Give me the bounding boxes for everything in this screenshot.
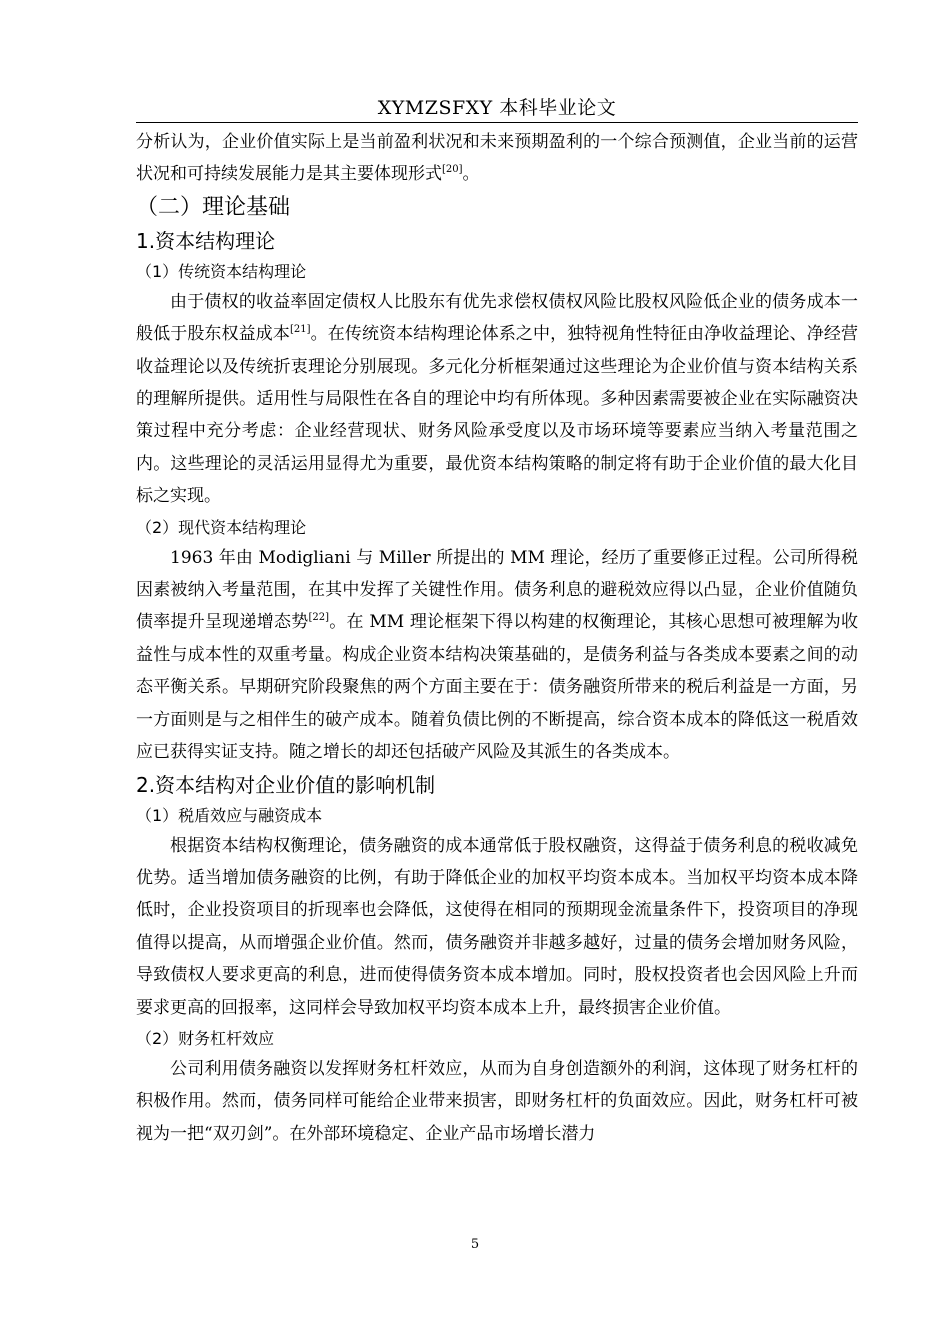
running-header: XYMZSFXY 本科毕业论文: [377, 97, 617, 119]
paragraph-continued: 分析认为，企业价值实际上是当前盈利状况和未来预期盈利的一个综合预测值，企业当前的运营状况和可持续发展能力是其主要体现形式[20]。: [136, 132, 858, 185]
body-text: [136, 126, 858, 1150]
paragraph: 1963 年由 Modigliani 与 Miller 所提出的 MM 理论，经历了重要修正过程。公司所得税因素被纳入考量范围，在其中发挥了关键性作用。债务利息的避税效应得以凸显，企业价值随负债率提升呈现递增态势[22]。在 MM 理论框架下得以构建的权衡理论，其核心思想可被理解为收益性与成本性的双重考量。构成企业资本结构决策基础的，是债务利益与各类成本要素之间的动态平衡关系。早期研究阶段聚焦的两个方面主要在于：债务融资所带来的税后利益是一方面，另一方面则是与之相伴生的破产成本。随着负债比例的不断提高，综合资本成本的降低这一税盾效应已获得实证支持。随之增长的却还包括破产风险及其派生的各类成本。: [136, 547, 859, 763]
subsubsection-heading: （1）税盾效应与融资成本: [136, 805, 323, 825]
citation-ref[interactable]: [21]: [289, 323, 311, 335]
subsection-heading: 1.资本结构理论: [136, 228, 276, 253]
paragraph: 根据资本结构权衡理论，债务融资的成本通常低于股权融资，这得益于债务利息的税收减免优势。适当增加债务融资的比例，有助于降低企业的加权平均资本成本。当加权平均资本成本降低时，企业投资项目的折现率也会降低，这使得在相同的预期现金流量条件下，投资项目的净现值得以提高，从而增强企业价值。然而，债务融资并非越多越好，过量的债务会增加财务风险，导致债权人要求更高的利息，进而使得债务资本成本增加。同时，股权投资者也会因风险上升而要求更高的回报率，这同样会导致加权平均资本成本上升，最终损害企业价值。: [136, 835, 858, 1018]
subsubsection-heading: （2）财务杠杆效应: [136, 1028, 275, 1048]
section-heading: （二）理论基础: [136, 194, 291, 220]
subsubsection-heading: （2）现代资本结构理论: [136, 517, 307, 537]
paragraph: 公司利用债务融资以发挥财务杠杆效应，从而为自身创造额外的利润，这体现了财务杠杆的积极作用。然而，债务同样可能给企业带来损害，即财务杠杆的负面效应。因此，财务杠杆可被视为一把“双刃剑”。在外部环境稳定、企业产品市场增长潜力: [136, 1058, 858, 1144]
citation-ref[interactable]: [22]: [308, 611, 329, 623]
subsubsection-heading: （1）传统资本结构理论: [136, 261, 307, 281]
header-divider: [136, 122, 858, 123]
page-number: 5: [470, 1237, 480, 1252]
citation-ref[interactable]: [20]: [442, 163, 463, 175]
subsection-heading: 2.资本结构对企业价值的影响机制: [136, 772, 436, 797]
paragraph: 由于债权的收益率固定债权人比股东有优先求偿权债权风险比股权风险低企业的债务成本一般低于股东权益成本[21]。在传统资本结构理论体系之中，独特视角性特征由净收益理论、净经营收益理论以及传统折衷理论分别展现。多元化分析框架通过这些理论为企业价值与资本结构关系的理解所提供。适用性与局限性在各自的理论中均有所体现。多种因素需要被企业在实际融资决策过程中充分考虑：企业经营现状、财务风险承受度以及市场环境等要素应当纳入考量范围之内。这些理论的灵活运用显得尤为重要，最优资本结构策略的制定将有助于企业价值的最大化目标之实现。: [136, 291, 859, 507]
